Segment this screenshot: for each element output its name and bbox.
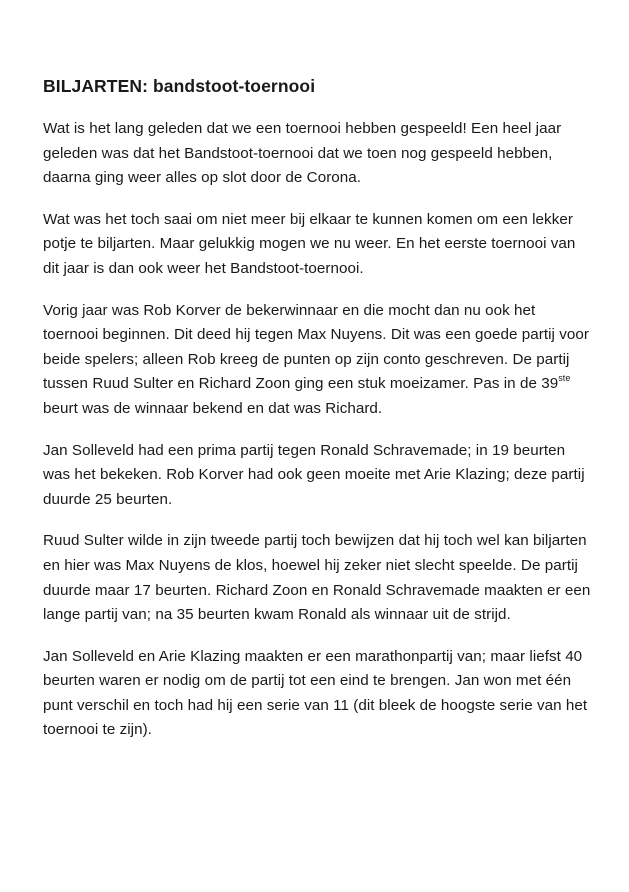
paragraph-first-games-text-end: beurt was de winnaar bekend en dat was Richard. <box>43 399 383 417</box>
document-page <box>43 74 591 760</box>
paragraph-boredom: Wat was het toch saai om niet meer bij elkaar te kunnen komen om een lekker potje te biljarten. Maar gelukkig mogen we nu weer. En het eerste toernooi van dit jaar is dan ook weer het Bandstoot-toernooi. <box>43 210 576 277</box>
article-title: BILJARTEN: bandstoot-toernooi <box>43 76 316 96</box>
paragraph-first-games <box>43 299 591 422</box>
ordinal-suffix: ste <box>558 373 571 384</box>
paragraph-solleveld-korver: Jan Solleveld had een prima partij tegen Ronald Schravemade; in 19 beurten was het bekeken. Rob Korver had ook geen moeite met Arie Klazing; deze partij duurde 25 beurten. <box>43 441 585 508</box>
paragraph-sulter-zoon: Ruud Sulter wilde in zijn tweede partij toch bewijzen dat hij toch wel kan biljarten en hier was Max Nuyens de klos, hoewel hij zeker niet slecht speelde. De partij duurde maar 17 beurten. Richard Zoon en Ronald Schravemade maakten er een lange partij van; na 35 beurten kwam Ronald als winnaar uit de strijd. <box>43 532 591 624</box>
paragraph-first-games-text: Vorig jaar was Rob Korver de bekerwinnaar en die mocht dan nu ook het toernooi beginnen. Dit deed hij tegen Max Nuyens. Dit was een goede partij voor beide spelers; alleen Rob kreeg de punten op zijn conto geschreven. De partij tussen Ruud Sulter en Richard Zoon ging een stuk moeizamer. Pas in de 39 <box>43 301 589 393</box>
paragraph-intro: Wat is het lang geleden dat we een toernooi hebben gespeeld! Een heel jaar geleden was dat het Bandstoot-toernooi dat we toen nog gespeeld hebben, daarna ging weer alles op slot door de Corona. <box>43 120 562 187</box>
paragraph-marathon: Jan Solleveld en Arie Klazing maakten er een marathonpartij van; maar liefst 40 beurten waren er nodig om de partij tot een eind te brengen. Jan won met één punt verschil en toch had hij een serie van 11 (dit bleek de hoogste serie van het toernooi te zijn). <box>43 647 588 739</box>
